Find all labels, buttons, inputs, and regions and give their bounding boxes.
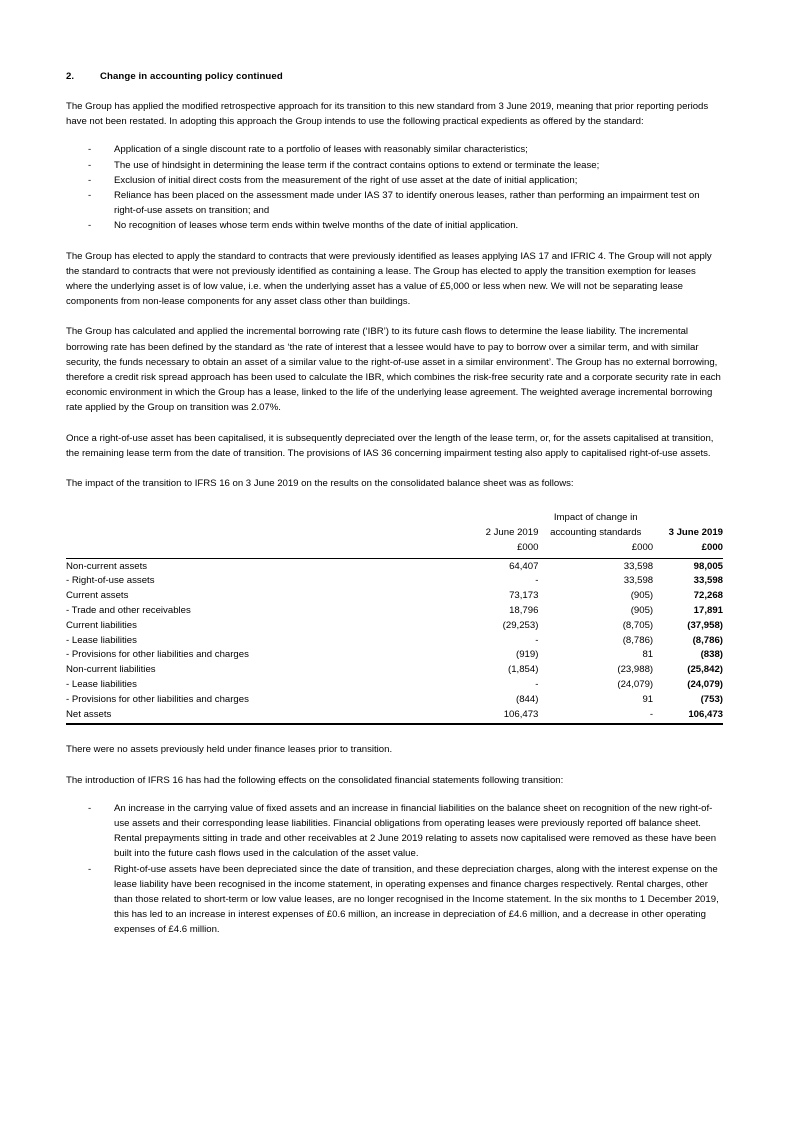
table-row bbox=[66, 619, 723, 634]
header-label-col bbox=[66, 526, 454, 541]
row-value-3-june-2019: (25,842) bbox=[687, 664, 723, 676]
row-value-3-june-2019: (838) bbox=[700, 649, 723, 661]
row-value-2-june-2019: 64,407 bbox=[454, 558, 539, 574]
row-value-2-june-2019: - bbox=[535, 679, 539, 691]
row-label: - Provisions for other liabilities and charges bbox=[66, 693, 249, 705]
table-row bbox=[66, 574, 723, 589]
dash-bullet-icon: - bbox=[88, 220, 92, 232]
row-value-2-june-2019: (29,253) bbox=[502, 619, 539, 631]
table-row bbox=[66, 634, 723, 649]
effect-item-text: An increase in the carrying value of fixed assets and an increase in financial liabilities on the balance sheet on recognition of the new right-of-use assets and their corresponding lease liabilities. Financial obligations from operating leases were previously reported off balance sheet. Rental prepayments sitting in trade and other receivables at 2 June 2019 relating to assets now capitalised were removed as these have been built into the future cash flows used in the calculation of the asset value. bbox=[114, 802, 717, 860]
row-label: - Provisions for other liabilities and charges bbox=[66, 649, 249, 661]
row-value-3-june-2019: (8,786) bbox=[692, 634, 723, 646]
practical-expedients-list bbox=[66, 142, 723, 233]
heading-title: Change in accounting policy continued bbox=[100, 71, 283, 82]
table-row bbox=[66, 604, 723, 619]
balance-sheet-impact-table bbox=[66, 511, 723, 725]
expedient-item bbox=[66, 142, 723, 157]
row-value-2-june-2019: (919) bbox=[516, 649, 539, 661]
header-col-2-june-2019: 2 June 2019 bbox=[485, 527, 539, 539]
row-value-impact: (24,079) bbox=[617, 679, 654, 691]
expedient-item-text: Reliance has been placed on the assessment made under IAS 37 to identify onerous leases, rather than performing an impairment test on right-of-use assets on transition; and bbox=[114, 190, 700, 217]
row-label: Current liabilities bbox=[66, 619, 137, 631]
row-value-2-june-2019: (844) bbox=[516, 693, 539, 705]
row-value-2-june-2019: 73,173 bbox=[509, 590, 539, 602]
table-body bbox=[66, 558, 723, 724]
expedient-item bbox=[66, 218, 723, 233]
dash-bullet-icon: - bbox=[88, 190, 92, 202]
row-label: Current assets bbox=[66, 590, 129, 602]
row-value-impact: (905) bbox=[630, 605, 654, 617]
paragraph-elected: The Group has elected to apply the standard to contracts that were previously identified as leases applying IAS 17 and IFRIC 4. The Group will not apply the standard to contracts that were not previously identified as containing a lease. The Group has elected to apply the transition exemption for leases where the underlying asset is of low value, i.e. when the underlying asset has a value of £5,000 or less when new. We will not be separating lease components from non-lease components for any asset class other than buildings. bbox=[66, 250, 712, 308]
row-label: Non-current liabilities bbox=[66, 664, 156, 676]
table-row bbox=[66, 558, 723, 574]
header-unit-col3: £000 bbox=[701, 541, 723, 553]
row-label: - Lease liabilities bbox=[66, 679, 137, 691]
row-label: Net assets bbox=[66, 708, 454, 725]
paragraph-impact-intro: The impact of the transition to IFRS 16 on 3 June 2019 on the results on the consolidated balance sheet was as follows: bbox=[66, 478, 574, 490]
row-value-impact: - bbox=[538, 708, 655, 725]
row-value-3-june-2019: 98,005 bbox=[655, 558, 723, 574]
dash-bullet-icon: - bbox=[88, 174, 92, 186]
dash-bullet-icon: - bbox=[88, 159, 92, 171]
row-value-3-june-2019: (24,079) bbox=[687, 679, 723, 691]
table-row bbox=[66, 708, 723, 725]
expedient-item-text: The use of hindsight in determining the lease term if the contract contains options to extend or terminate the lease; bbox=[114, 159, 600, 171]
table-header-row-periods bbox=[66, 526, 723, 541]
effects-list bbox=[66, 801, 723, 938]
row-label: - Trade and other receivables bbox=[66, 605, 191, 617]
row-label: Non-current assets bbox=[66, 558, 454, 574]
table-row bbox=[66, 693, 723, 708]
header-blank-col3 bbox=[655, 511, 723, 526]
table-row bbox=[66, 663, 723, 678]
row-value-impact: 91 bbox=[642, 693, 654, 705]
header-unit-col1: £000 bbox=[517, 541, 539, 553]
header-unit-blank bbox=[66, 541, 454, 558]
row-value-impact: 33,598 bbox=[623, 575, 654, 587]
heading-number: 2. bbox=[66, 71, 75, 82]
table-row bbox=[66, 589, 723, 604]
expedient-item bbox=[66, 158, 723, 173]
dash-bullet-icon: - bbox=[88, 802, 92, 814]
row-value-3-june-2019: 17,891 bbox=[693, 605, 723, 617]
table-head bbox=[66, 511, 723, 558]
row-value-impact: 33,598 bbox=[538, 558, 655, 574]
header-blank-col1 bbox=[454, 511, 539, 526]
header-col-accounting-standards: accounting standards bbox=[550, 527, 642, 539]
row-value-impact: 81 bbox=[642, 649, 654, 661]
row-value-3-june-2019: 72,268 bbox=[693, 590, 723, 602]
row-value-3-june-2019: 33,598 bbox=[693, 575, 723, 587]
header-col-3-june-2019: 3 June 2019 bbox=[668, 527, 723, 539]
row-value-2-june-2019: (1,854) bbox=[508, 664, 539, 676]
header-unit-col2: £000 bbox=[631, 541, 654, 553]
expedient-item-text: Exclusion of initial direct costs from the measurement of the right of use asset at the date of initial application; bbox=[114, 174, 578, 186]
table-row bbox=[66, 648, 723, 663]
row-value-impact: (905) bbox=[630, 590, 654, 602]
row-value-2-june-2019: - bbox=[535, 634, 539, 646]
table-row bbox=[66, 678, 723, 693]
expedient-item bbox=[66, 173, 723, 188]
expedient-item-text: No recognition of leases whose term ends within twelve months of the date of initial application. bbox=[114, 220, 519, 232]
row-value-3-june-2019: 106,473 bbox=[655, 708, 723, 725]
paragraph-ibr: The Group has calculated and applied the incremental borrowing rate (‘IBR’) to its future cash flows to determine the lease liability. The incremental borrowing rate has been defined by the standard as ‘the rate of interest that a lessee would have to pay to borrow over a similar term, and with similar security, the funds necessary to obtain an asset of a similar value to the right-of-use asset in a similar environment’. The Group has no external borrowing, therefore a credit risk spread approach has been used to calculate the IBR, which combines the risk-free security rate and a corporate security rate in each economic environment in which the Group has a lease, linked to the life of the underlying lease agreement. The weighted average incremental borrowing rate applied by the Group on transition was 2.07%. bbox=[66, 326, 721, 414]
expedient-item bbox=[66, 188, 723, 218]
expedient-item-text: Application of a single discount rate to a portfolio of leases with reasonably similar characteristics; bbox=[114, 144, 528, 156]
row-value-2-june-2019: 18,796 bbox=[509, 605, 539, 617]
row-value-3-june-2019: (37,958) bbox=[687, 619, 723, 631]
effect-item-text: Right-of-use assets have been depreciated since the date of transition, and these depreciation charges, along with the interest expense on the lease liability have been recognised in the income statement, in operating expenses and finance charges respectively. Rental charges, other than those related to short-term or low value leases, are no longer recognised in the Income statement. In the six months to 1 December 2019, this has led to an increase in interest expenses of £0.6 million, an increase in depreciation of £4.6 million, and a decrease in other operating expenses of £4.6 million. bbox=[114, 863, 719, 936]
dash-bullet-icon: - bbox=[88, 863, 92, 875]
row-value-impact: (23,988) bbox=[617, 664, 654, 676]
dash-bullet-icon: - bbox=[88, 144, 92, 156]
header-blank bbox=[66, 511, 454, 526]
row-label: - Right-of-use assets bbox=[66, 575, 155, 587]
paragraph-no-finance-leases: There were no assets previously held under finance leases prior to transition. bbox=[66, 744, 393, 756]
page-heading bbox=[66, 66, 723, 84]
table-header-row-span bbox=[66, 511, 723, 526]
row-value-2-june-2019: 106,473 bbox=[454, 708, 539, 725]
paragraph-depreciation: Once a right-of-use asset has been capitalised, it is subsequently depreciated over the length of the lease term, or, for the assets capitalised at transition, the remaining lease term from the date of transition. The provisions of IAS 36 concerning impairment testing also apply to capitalised right-of-use assets. bbox=[66, 432, 714, 459]
paragraph-effects-intro: The introduction of IFRS 16 has had the following effects on the consolidated financial statements following transition: bbox=[66, 774, 564, 786]
header-span-impact: Impact of change in bbox=[553, 512, 638, 524]
row-value-3-june-2019: (753) bbox=[700, 693, 723, 705]
row-value-impact: (8,786) bbox=[622, 634, 654, 646]
row-value-impact: (8,705) bbox=[622, 619, 654, 631]
paragraph-intro: The Group has applied the modified retrospective approach for its transition to this new standard from 3 June 2019, meaning that prior reporting periods have not been restated. In adopting this approach the Group intends to use the following practical expedients as offered by the standard: bbox=[66, 101, 709, 128]
effect-item bbox=[66, 862, 723, 938]
row-label: - Lease liabilities bbox=[66, 634, 137, 646]
effect-item bbox=[66, 801, 723, 862]
table-header-row-units bbox=[66, 541, 723, 558]
row-value-2-june-2019: - bbox=[535, 575, 539, 587]
